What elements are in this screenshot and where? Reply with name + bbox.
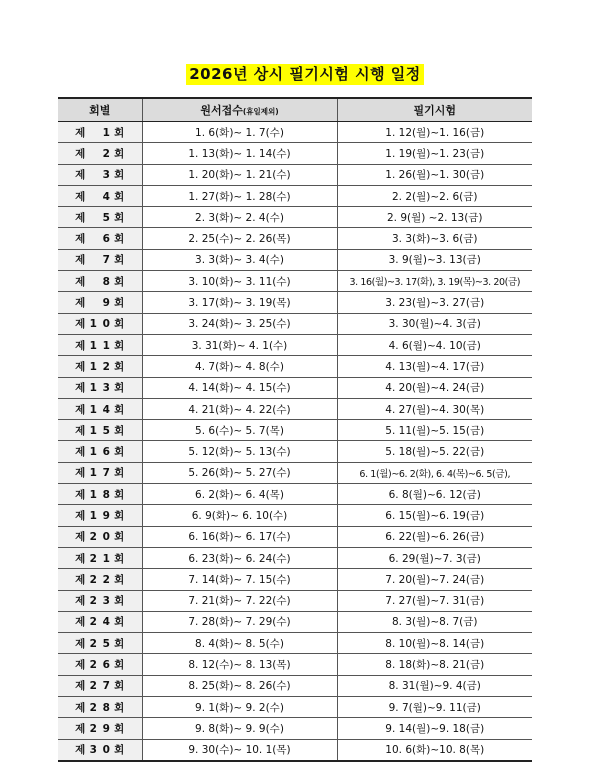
exam-period-cell: 8. 18(화)~8. 21(금) [337,654,532,675]
exam-period-cell: 9. 7(월)~9. 11(금) [337,697,532,718]
exam-period-cell: 6. 22(월)~6. 26(금) [337,526,532,547]
application-period-cell: 6. 9(화)~ 6. 10(수) [142,505,337,526]
table-row [58,164,532,185]
application-period-cell: 4. 21(화)~ 4. 22(수) [142,398,337,419]
round-cell [58,505,142,526]
table-row [58,122,532,143]
table-row [58,675,532,696]
table-row [58,185,532,206]
round-label: 제 2 5 회 [75,637,125,650]
round-label: 제 2 9 회 [75,722,125,735]
exam-period-cell: 3. 30(월)~4. 3(금) [337,313,532,334]
round-cell [58,356,142,377]
application-period-cell: 2. 25(수)~ 2. 26(목) [142,228,337,249]
exam-period-cell: 4. 20(월)~4. 24(금) [337,377,532,398]
application-period-cell: 3. 10(화)~ 3. 11(수) [142,271,337,292]
table-row [58,633,532,654]
application-period-cell: 7. 14(화)~ 7. 15(수) [142,569,337,590]
round-cell [58,313,142,334]
round-label: 제 9 회 [75,297,125,310]
table-row [58,377,532,398]
round-label: 제 2 4 회 [75,616,125,629]
round-label: 제 2 1 회 [75,552,125,565]
exam-period-cell: 8. 31(월)~9. 4(금) [337,675,532,696]
round-label: 제 5 회 [75,211,125,224]
round-cell [58,334,142,355]
round-label: 제 1 0 회 [75,318,125,331]
round-cell [58,547,142,568]
round-label: 제 2 회 [75,147,125,160]
round-cell [58,164,142,185]
round-cell [58,654,142,675]
exam-period-cell: 6. 1(월)~6. 2(화), 6. 4(목)~6. 5(금), [337,462,532,483]
exam-period-cell: 7. 20(월)~7. 24(금) [337,569,532,590]
round-label: 제 1 회 [75,126,125,139]
exam-period-cell: 6. 8(월)~6. 12(금) [337,484,532,505]
round-label: 제 1 9 회 [75,509,125,522]
round-label: 제 4 회 [75,190,125,203]
round-label: 제 2 8 회 [75,701,125,714]
round-label: 제 1 3 회 [75,382,125,395]
round-cell [58,462,142,483]
table-header-row [58,98,532,122]
exam-period-cell: 9. 14(월)~9. 18(금) [337,718,532,739]
application-period-cell: 3. 24(화)~ 3. 25(수) [142,313,337,334]
exam-period-cell: 6. 15(월)~6. 19(금) [337,505,532,526]
round-cell [58,228,142,249]
round-label: 제 1 5 회 [75,424,125,437]
table-row [58,590,532,611]
round-cell [58,526,142,547]
table-row [58,398,532,419]
application-period-cell: 9. 30(수)~ 10. 1(목) [142,739,337,761]
round-label: 제 2 6 회 [75,659,125,672]
round-label: 제 3 0 회 [75,744,125,757]
round-label: 제 7 회 [75,254,125,267]
round-cell [58,441,142,462]
round-label: 제 2 0 회 [75,531,125,544]
application-period-cell: 1. 27(화)~ 1. 28(수) [142,185,337,206]
table-row [58,718,532,739]
exam-period-cell: 4. 27(월)~4. 30(목) [337,398,532,419]
table-row [58,292,532,313]
application-period-cell: 5. 6(수)~ 5. 7(목) [142,420,337,441]
header-application [142,98,337,122]
table-row [58,143,532,164]
table-row [58,654,532,675]
title-container [0,64,602,85]
application-period-cell: 1. 13(화)~ 1. 14(수) [142,143,337,164]
exam-period-cell: 10. 6(화)~10. 8(목) [337,739,532,761]
exam-period-cell: 3. 9(월)~3. 13(금) [337,249,532,270]
application-period-cell: 5. 26(화)~ 5. 27(수) [142,462,337,483]
header-round-label: 회별 [89,104,111,117]
exam-period-cell: 3. 16(월)~3. 17(화), 3. 19(목)~3. 20(금) [337,271,532,292]
round-cell [58,249,142,270]
table-row [58,505,532,526]
round-label: 제 1 4 회 [75,403,125,416]
round-cell [58,122,142,143]
exam-period-cell: 4. 13(월)~4. 17(금) [337,356,532,377]
application-period-cell: 1. 20(화)~ 1. 21(수) [142,164,337,185]
table-row [58,207,532,228]
round-label: 제 2 2 회 [75,573,125,586]
table-row [58,484,532,505]
exam-period-cell: 1. 12(월)~1. 16(금) [337,122,532,143]
application-period-cell: 1. 6(화)~ 1. 7(수) [142,122,337,143]
round-cell [58,718,142,739]
round-cell [58,207,142,228]
round-cell [58,271,142,292]
application-period-cell: 8. 4(화)~ 8. 5(수) [142,633,337,654]
round-label: 제 1 1 회 [75,339,125,352]
table-row [58,271,532,292]
application-period-cell: 4. 7(화)~ 4. 8(수) [142,356,337,377]
round-label: 제 8 회 [75,275,125,288]
application-period-cell: 6. 2(화)~ 6. 4(목) [142,484,337,505]
header-exam-label: 필기시험 [413,104,456,117]
application-period-cell: 5. 12(화)~ 5. 13(수) [142,441,337,462]
exam-period-cell: 5. 18(월)~5. 22(금) [337,441,532,462]
table-row [58,697,532,718]
table-row [58,420,532,441]
round-cell [58,739,142,761]
exam-period-cell: 5. 11(월)~5. 15(금) [337,420,532,441]
round-cell [58,675,142,696]
application-period-cell: 9. 8(화)~ 9. 9(수) [142,718,337,739]
round-label: 제 3 회 [75,169,125,182]
table-row [58,611,532,632]
application-period-cell: 3. 3(화)~ 3. 4(수) [142,249,337,270]
application-period-cell: 3. 17(화)~ 3. 19(목) [142,292,337,313]
table-row [58,547,532,568]
round-label: 제 2 7 회 [75,680,125,693]
exam-period-cell: 4. 6(월)~4. 10(금) [337,334,532,355]
round-cell [58,420,142,441]
table-row [58,441,532,462]
round-cell [58,590,142,611]
round-label: 제 1 8 회 [75,488,125,501]
round-cell [58,377,142,398]
exam-period-cell: 7. 27(월)~7. 31(금) [337,590,532,611]
application-period-cell: 7. 28(화)~ 7. 29(수) [142,611,337,632]
exam-period-cell: 6. 29(월)~7. 3(금) [337,547,532,568]
round-label: 제 2 3 회 [75,595,125,608]
application-period-cell: 4. 14(화)~ 4. 15(수) [142,377,337,398]
application-period-cell: 2. 3(화)~ 2. 4(수) [142,207,337,228]
header-application-note: (휴일제외) [242,107,279,116]
table-row [58,739,532,761]
table-row [58,526,532,547]
round-cell [58,143,142,164]
table-body [58,122,532,761]
round-cell [58,633,142,654]
header-exam [337,98,532,122]
exam-period-cell: 3. 23(월)~3. 27(금) [337,292,532,313]
table-row [58,356,532,377]
exam-period-cell: 1. 26(월)~1. 30(금) [337,164,532,185]
application-period-cell: 6. 16(화)~ 6. 17(수) [142,526,337,547]
table-row [58,569,532,590]
application-period-cell: 3. 31(화)~ 4. 1(수) [142,334,337,355]
round-label: 제 6 회 [75,233,125,246]
round-cell [58,484,142,505]
exam-period-cell: 1. 19(월)~1. 23(금) [337,143,532,164]
round-label: 제 1 6 회 [75,446,125,459]
header-application-label: 원서접수 [200,104,243,117]
table-row [58,313,532,334]
exam-period-cell: 3. 3(화)~3. 6(금) [337,228,532,249]
round-label: 제 1 2 회 [75,360,125,373]
round-cell [58,611,142,632]
application-period-cell: 8. 25(화)~ 8. 26(수) [142,675,337,696]
exam-schedule-table [58,97,532,762]
table-row [58,228,532,249]
exam-period-cell: 8. 3(월)~8. 7(금) [337,611,532,632]
round-cell [58,292,142,313]
round-cell [58,569,142,590]
table-row [58,249,532,270]
application-period-cell: 6. 23(화)~ 6. 24(수) [142,547,337,568]
exam-period-cell: 8. 10(월)~8. 14(금) [337,633,532,654]
table-row [58,334,532,355]
round-label: 제 1 7 회 [75,467,125,480]
round-cell [58,185,142,206]
table-row [58,462,532,483]
page-title: 2026년 상시 필기시험 시행 일정 [186,64,424,85]
round-cell [58,398,142,419]
header-round [58,98,142,122]
exam-period-cell: 2. 9(월) ~2. 13(금) [337,207,532,228]
round-cell [58,697,142,718]
exam-period-cell: 2. 2(월)~2. 6(금) [337,185,532,206]
application-period-cell: 9. 1(화)~ 9. 2(수) [142,697,337,718]
application-period-cell: 8. 12(수)~ 8. 13(목) [142,654,337,675]
application-period-cell: 7. 21(화)~ 7. 22(수) [142,590,337,611]
